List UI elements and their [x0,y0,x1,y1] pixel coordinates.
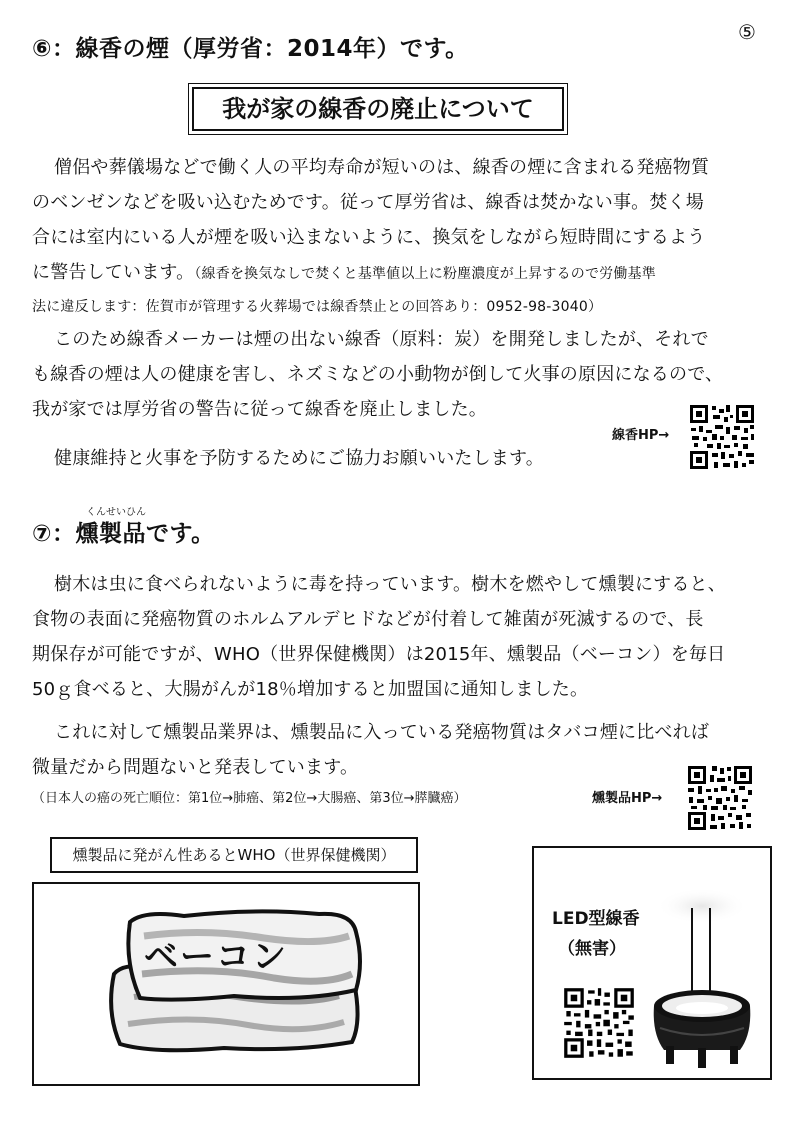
text-line: 50ｇ食べると、大腸がんが18％増加すると加盟国に通知しました。 [32,679,589,700]
section7-heading-prefix: ⑦： [32,521,76,547]
led-incense-label: LED型線香 [552,909,640,929]
section7-paragraph-1 [32,567,772,707]
fire-law-note: （線香を換気なしで焚くと基準値以上に粉塵濃度が上昇するので労働基準 [194,266,656,282]
bacon-caption-box: 燻製品に発がん性あるとWHO（世界保健機関） [50,837,418,873]
page-number: ⑤ [738,20,756,44]
incense-hp-label: 線香HP→ [612,428,670,443]
text-line: 期保存が可能ですが、WHO（世界保健機関）は2015年、燻製品（ベーコン）を毎日 [32,644,726,665]
section6-heading: ⑥：線香の煙（厚労省：2014年）です。 [32,36,469,62]
bacon-illustration-frame [32,882,420,1086]
led-incense-harmless: （無害） [558,939,626,959]
smoked-product-qr-code[interactable] [686,764,754,832]
text-line: 僧侶や葬儀場などで働く人の平均寿命が短いのは、線香の煙に含まれる発癌物質 [54,157,710,178]
incense-qr-code[interactable] [688,403,756,471]
text-line: 微量だから問題ないと発表しています。 [32,757,359,778]
text-line: のベンゼンなどを吸い込むためです。従って厚労省は、線香は焚かない事。焚く場 [32,192,704,213]
bacon-illustration [94,902,374,1067]
text-line: 食物の表面に発癌物質のホルムアルデヒドなどが付着して雑菌が死滅するので、長 [32,609,704,630]
section7-ruby: くんせいひん [86,507,146,518]
bacon-label: ベーコン [144,937,288,977]
text-line: 合には室内にいる人が煙を吸い込まないように、換気をしながら短時間にするよう [32,227,706,248]
smoked-product-hp-label: 燻製品HP→ [592,791,663,806]
text-line: これに対して燻製品業界は、燻製品に入っている発癌物質はタバコ煙に比べれば [54,722,710,743]
section6-paragraph-2 [32,322,772,427]
crematorium-note: 法に違反します：佐賀市が管理する火葬場では線香禁止との回答あり：0952-98-3040） [32,299,603,315]
text-line: 我が家では厚労省の警告に従って線香を廃止しました。 [32,399,487,420]
led-incense-frame [532,846,772,1080]
text-line [32,255,772,290]
section6-title-box: 我が家の線香の廃止について [192,87,564,131]
led-incense-qr-code[interactable] [562,986,636,1060]
section6-paragraph-1 [32,150,772,324]
text-line-start: に警告しています。 [32,262,195,283]
cancer-death-rank-note: （日本人の癌の死亡順位：第1位→肺癌、第2位→大腸癌、第3位→膵臓癌） [32,791,467,806]
section7-heading-suffix: です。 [145,521,215,547]
led-incense-illustration [642,886,762,1072]
text-line: 樹木は虫に食べられないように毒を持っています。樹木を燃やして燻製にすると、 [54,574,726,595]
section7-paragraph-2 [32,715,772,785]
text-line: も線香の煙は人の健康を害し、ネズミなどの小動物が倒して火事の原因になるので、 [32,364,724,385]
text-line: このため線香メーカーは煙の出ない線香（原料：炭）を開発しましたが、それで [54,329,709,350]
section7-heading-word: 燻製品 [75,521,146,547]
section7-heading [32,515,215,548]
section6-paragraph-3: 健康維持と火事を予防するためにご協力お願いいたします。 [54,448,544,469]
